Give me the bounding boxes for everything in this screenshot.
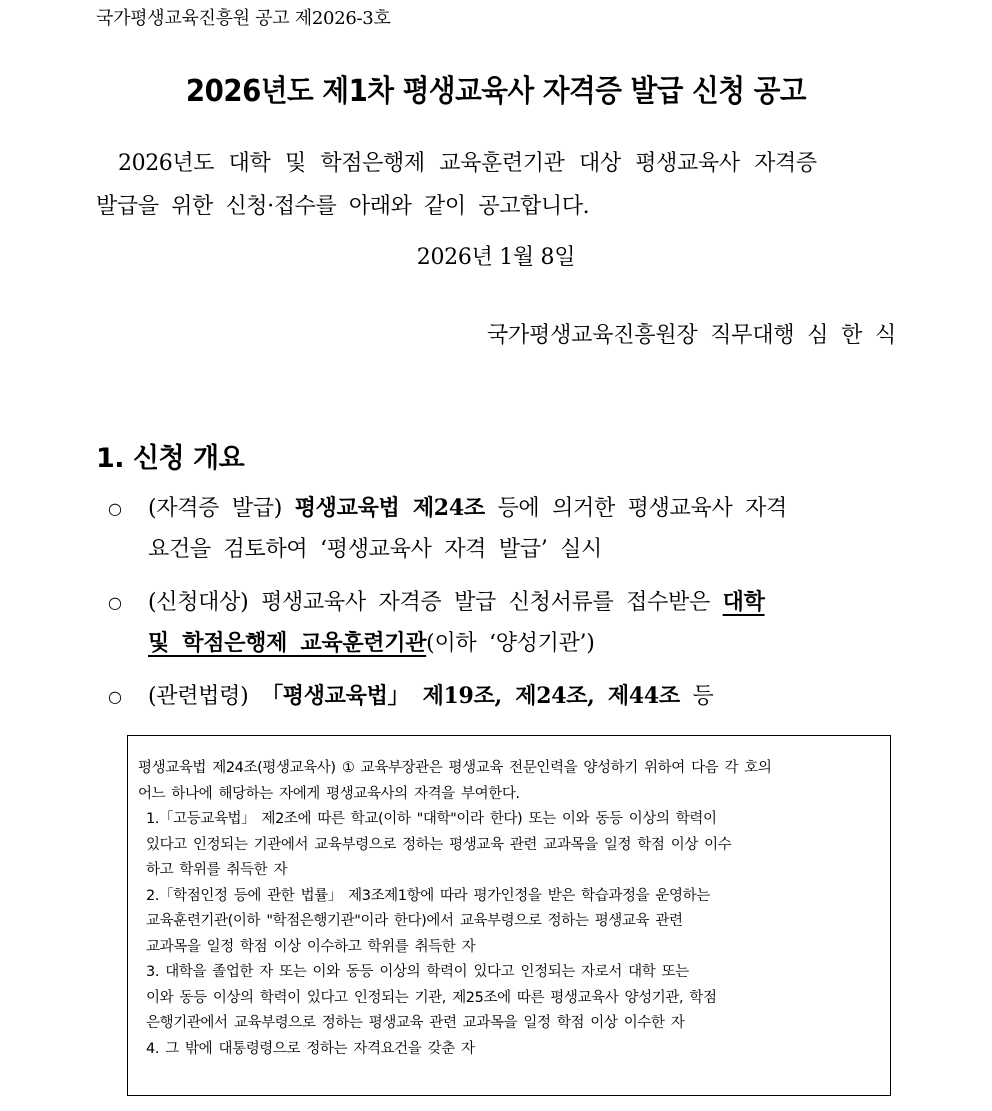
law-item-1-line: 있다고 인정되는 기관에서 교육부령으로 정하는 평생교육 관련 교과목을 일정 학점 이상 이수 bbox=[146, 836, 732, 853]
law-item-3-line: 3. 대학을 졸업한 자 또는 이와 동등 이상의 학력이 있다고 인정되는 자로서 대학 또는 bbox=[146, 964, 689, 980]
law-item-3-line: 이와 동등 이상의 학력이 있다고 인정되는 기관, 제25조에 따른 평생교육사 양성기관, 학점 bbox=[146, 989, 717, 1006]
law-excerpt-line: 어느 하나에 해당하는 자에게 평생교육사의 자격을 부여한다. bbox=[138, 785, 520, 802]
bullet-label: (자격증 발급) bbox=[148, 496, 283, 521]
law-excerpt-line: 평생교육법 제24조(평생교육사) ① 교육부장관은 평생교육 전문인력을 양성하기 위하여 다음 각 호의 bbox=[138, 760, 772, 776]
circle-bullet-icon: ○ bbox=[108, 687, 122, 706]
bullet-qualification-issuance bbox=[108, 488, 900, 570]
bullet-bold-law: 평생교육법 제24조 bbox=[294, 495, 485, 521]
bullet-related-laws bbox=[108, 676, 900, 717]
notice-number: 국가평생교육진흥원 공고 제2026-3호 bbox=[96, 8, 391, 29]
circle-bullet-icon: ○ bbox=[108, 593, 122, 612]
bullet-underlined-target: 대학 bbox=[722, 589, 765, 615]
bullet-underlined-target-cont: 및 학점은행제 교육훈련기관 bbox=[148, 630, 427, 656]
law-excerpt-box bbox=[127, 735, 891, 1096]
law-item-2-line: 2.「학점인정 등에 관한 법률」 제3조제1항에 따라 평가인정을 받은 학습과정을 운영하는 bbox=[146, 887, 710, 904]
bullet-text: 등 bbox=[692, 684, 714, 709]
law-item-4-line: 4. 그 밖에 대통령령으로 정하는 자격요건을 갖춘 자 bbox=[146, 1040, 475, 1057]
bullet-label: (신청대상) bbox=[148, 590, 249, 615]
law-item-2-line: 교과목을 일정 학점 이상 이수하고 학위를 취득한 자 bbox=[146, 938, 476, 955]
bullet-text-cont: (이하 ‘양성기관’) bbox=[426, 631, 595, 656]
announcement-date: 2026년 1월 8일 bbox=[416, 245, 576, 270]
bullet-bold-law: 「평생교육법」 제19조, 제24조, 제44조 bbox=[261, 683, 680, 709]
law-item-1-line: 1.「고등교육법」 제2조에 따른 학교(이하 "대학"이라 한다) 또는 이와 동등 이상의 학력이 bbox=[146, 811, 717, 827]
intro-line-1: 2026년도 대학 및 학점은행제 교육훈련기관 대상 평생교육사 자격증 bbox=[118, 151, 817, 176]
bullet-label: (관련법령) bbox=[148, 684, 249, 709]
law-item-1-line: 하고 학위를 취득한 자 bbox=[146, 862, 288, 878]
circle-bullet-icon: ○ bbox=[108, 499, 122, 518]
bullet-text: 평생교육사 자격증 발급 신청서류를 접수받은 bbox=[261, 590, 710, 615]
page-title: 2026년도 제1차 평생교육사 자격증 발급 신청 공고 bbox=[185, 74, 807, 109]
intro-line-2: 발급을 위한 신청·접수를 아래와 같이 공고합니다. bbox=[96, 194, 590, 219]
bullet-text: 등에 의거한 평생교육사 자격 bbox=[497, 496, 787, 521]
bullet-text-cont: 요건을 검토하여 ‘평생교육사 자격 발급’ 실시 bbox=[148, 537, 602, 562]
overview-bullet-list bbox=[108, 488, 900, 729]
law-item-2-line: 교육훈련기관(이하 "학점은행기관"이라 한다)에서 교육부령으로 정하는 평생교육 관련 bbox=[146, 913, 683, 929]
signer: 국가평생교육진흥원장 직무대행 심 한 식 bbox=[486, 323, 896, 348]
bullet-target bbox=[108, 582, 900, 664]
intro-paragraph bbox=[96, 142, 896, 228]
section-heading-overview: 1. 신청 개요 bbox=[96, 443, 245, 474]
law-item-3-line: 은행기관에서 교육부령으로 정하는 평생교육 관련 교과목을 일정 학점 이상 이수한 자 bbox=[146, 1015, 685, 1031]
